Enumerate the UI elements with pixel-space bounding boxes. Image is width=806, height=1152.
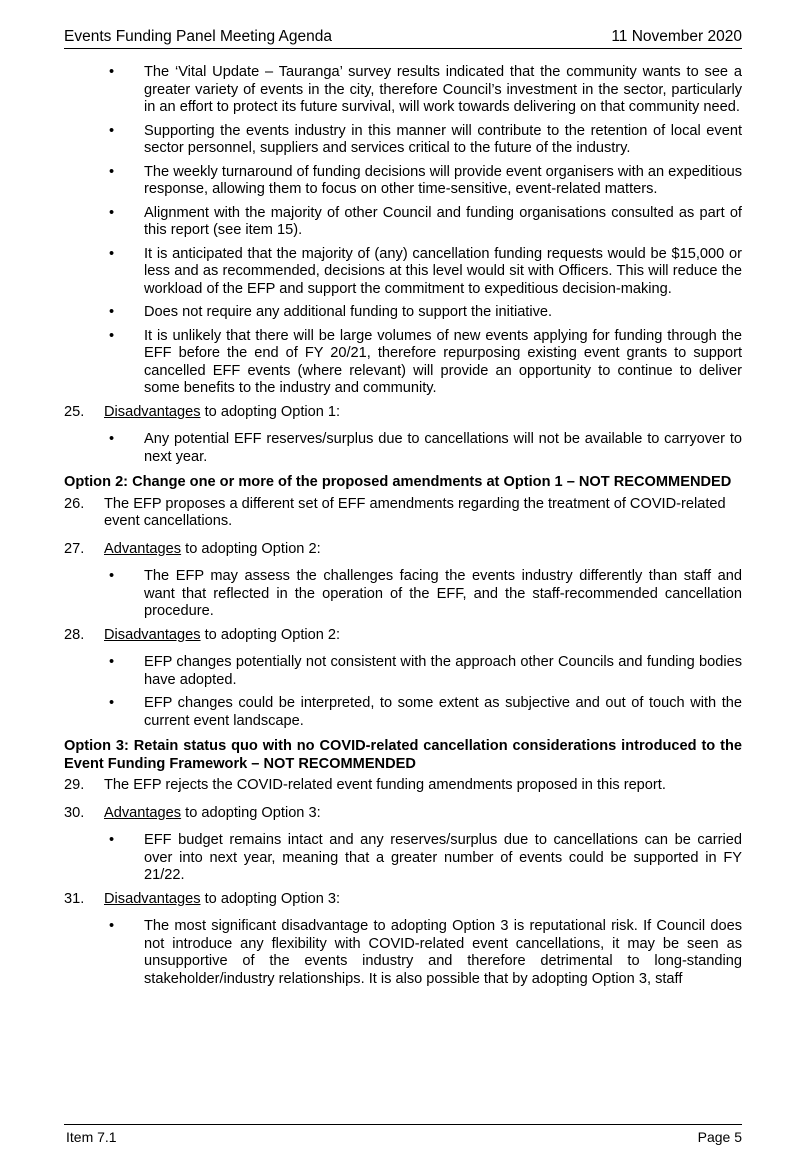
item-text: The EFP rejects the COVID-related event funding amendments proposed in this report. [104,777,666,793]
header-title: Events Funding Panel Meeting Agenda [64,28,332,45]
option3-heading: Option 3: Retain status quo with no COVID-related cancellation considerations introduced to the Event Funding Framework – NOT RECOMMENDED [64,738,742,772]
list-item: • The ‘Vital Update – Tauranga’ survey results indicated that the community wants to see a greater variety of events in the city, therefore Council’s investment in the sector, particularly in an effort to protect its future survival, will work towards delivering on that community need. [64,64,742,117]
list-item: • EFF budget remains intact and any reserves/surplus due to cancellations can be carried over into next year, meaning that a greater number of events could be supported in FY 21/22. [64,832,742,885]
item-number: 30. [64,804,85,821]
list-item: • Does not require any additional funding to support the initiative. [64,304,742,322]
list-item: • Alignment with the majority of other Council and funding organisations consulted as part of this report (see item 15). [64,205,742,240]
list-item: • The weekly turnaround of funding decisions will provide event organisers with an expeditious response, allowing them to focus on other time-sensitive, event-related matters. [64,164,742,199]
item-keyword: Advantages [104,804,182,821]
item-text: The EFP proposes a different set of EFF amendments regarding the treatment of COVID-related event cancellations. [104,495,726,529]
numbered-item-27 [64,541,742,559]
list-item: • The most significant disadvantage to adopting Option 3 is reputational risk. If Council does not introduce any flexibility with COVID-related event cancellations, it may be seen as unsupportive of the events industry and therefore detrimental to long-standing stakeholder/industry relationships. It is also possible that by adopting Option 3, staff [64,918,742,988]
numbered-item-30 [64,805,742,823]
list-item: • Any potential EFF reserves/surplus due to cancellations will not be available to carryover to next year. [64,431,742,466]
list-item: • Supporting the events industry in this manner will contribute to the retention of local event sector personnel, suppliers and services critical to the future of the industry. [64,123,742,158]
item-keyword: Disadvantages [104,403,201,420]
item-text: to adopting Option 3: [181,804,321,821]
page-footer [64,1124,742,1145]
option2-heading: Option 2: Change one or more of the proposed amendments at Option 1 – NOT RECOMMENDED [64,474,732,490]
page-header [64,26,742,49]
item-number: 26. [64,495,85,512]
list-item: • The EFP may assess the challenges facing the events industry differently than staff and want that reflected in the operation of the EFF, and the staff-recommended cancellation procedure. [64,568,742,621]
footer-page-number: Page 5 [697,1129,742,1145]
numbered-item-28 [64,627,742,645]
item-keyword: Advantages [104,540,182,557]
item-keyword: Disadvantages [104,890,201,907]
item-keyword: Disadvantages [104,626,201,643]
item-number: 25. [64,403,85,420]
item-number: 27. [64,540,85,557]
numbered-item-29 [64,777,742,795]
item-text: to adopting Option 2: [181,540,321,557]
item-text: to adopting Option 1: [200,403,341,420]
list-item: • EFP changes potentially not consistent with the approach other Councils and funding bodies have adopted. [64,654,742,689]
numbered-item-26 [64,496,742,531]
item-text: to adopting Option 3: [200,890,341,907]
numbered-item-31 [64,891,742,909]
numbered-item-25 [64,404,742,422]
item-number: 31. [64,890,85,907]
list-item: • It is unlikely that there will be large volumes of new events applying for funding through the EFF before the end of FY 20/21, therefore repurposing existing event grants to support cancelled EFF events (where relevant) will provide an opportunity to continue to deliver some benefits to the industry and community. [64,328,742,398]
list-item: • It is anticipated that the majority of (any) cancellation funding requests would be $15,000 or less and as recommended, decisions at this level would sit with Officers. This will reduce the workload of the EFP and support the commitment to expeditious decision-making. [64,246,742,299]
item-text: to adopting Option 2: [200,626,341,643]
item-number: 29. [64,777,85,793]
item-number: 28. [64,626,85,643]
document-body [64,64,742,994]
footer-item: Item 7.1 [66,1129,117,1145]
list-item: • EFP changes could be interpreted, to some extent as subjective and out of touch with the current event landscape. [64,695,742,730]
header-date: 11 November 2020 [611,28,742,45]
